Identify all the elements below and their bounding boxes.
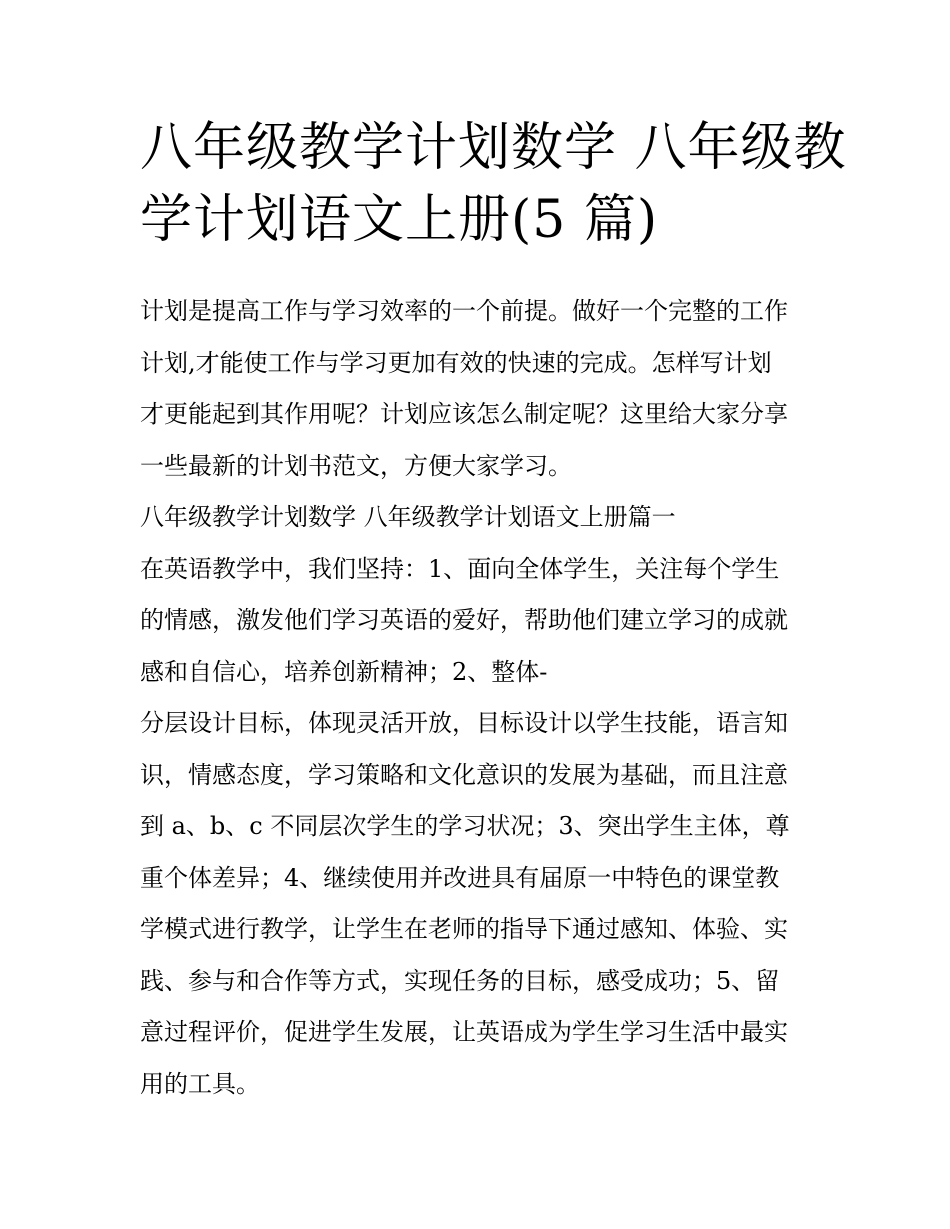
body-line: 的情感，激发他们学习英语的爱好，帮助他们建立学习的成就	[140, 606, 788, 634]
body-line: 分层设计目标，体现灵活开放，目标设计以学生技能，语言知	[140, 709, 788, 737]
body-line: 践、参与和合作等方式，实现任务的目标，感受成功；5、留	[140, 966, 780, 995]
body-line: 用的工具。	[140, 1069, 260, 1098]
body-paragraph	[140, 544, 820, 1111]
section-heading-text: 八年级教学计划数学 八年级教学计划语文上册篇一	[140, 503, 676, 531]
document-title	[140, 112, 847, 256]
intro-line: 计划是提高工作与学习效率的一个前提。做好一个完整的工作	[140, 297, 788, 325]
body-line: 意过程评价，促进学生发展，让英语成为学生学习生活中最实	[140, 1018, 788, 1046]
body-line: 到 a、b、c 不同层次学生的学习状况；3、突出学生主体，尊	[140, 812, 790, 840]
body-line: 在英语教学中，我们坚持：1、面向全体学生，关注每个学生	[140, 554, 780, 583]
body-line: 学模式进行教学，让学生在老师的指导下通过感知、体验、实	[140, 915, 788, 943]
body-line: 重个体差异；4、继续使用并改进具有届原一中特色的课堂教	[140, 863, 780, 892]
intro-line: 才更能起到其作用呢？计划应该怎么制定呢？这里给大家分享	[140, 400, 788, 428]
intro-line: 计划,才能使工作与学习更加有效的快速的完成。怎样写计划	[140, 348, 772, 377]
intro-paragraph	[140, 286, 820, 492]
title-line-2: 学计划语文上册(5 篇)	[140, 190, 659, 250]
intro-line: 一些最新的计划书范文，方便大家学习。	[140, 451, 572, 480]
body-line: 识，情感态度，学习策略和文化意识的发展为基础，而且注意	[140, 760, 788, 789]
title-line-1: 八年级教学计划数学 八年级教	[140, 118, 847, 178]
document-page	[140, 112, 847, 1110]
section-heading	[140, 492, 820, 544]
body-line: 感和自信心，培养创新精神；2、整体-	[140, 657, 548, 686]
